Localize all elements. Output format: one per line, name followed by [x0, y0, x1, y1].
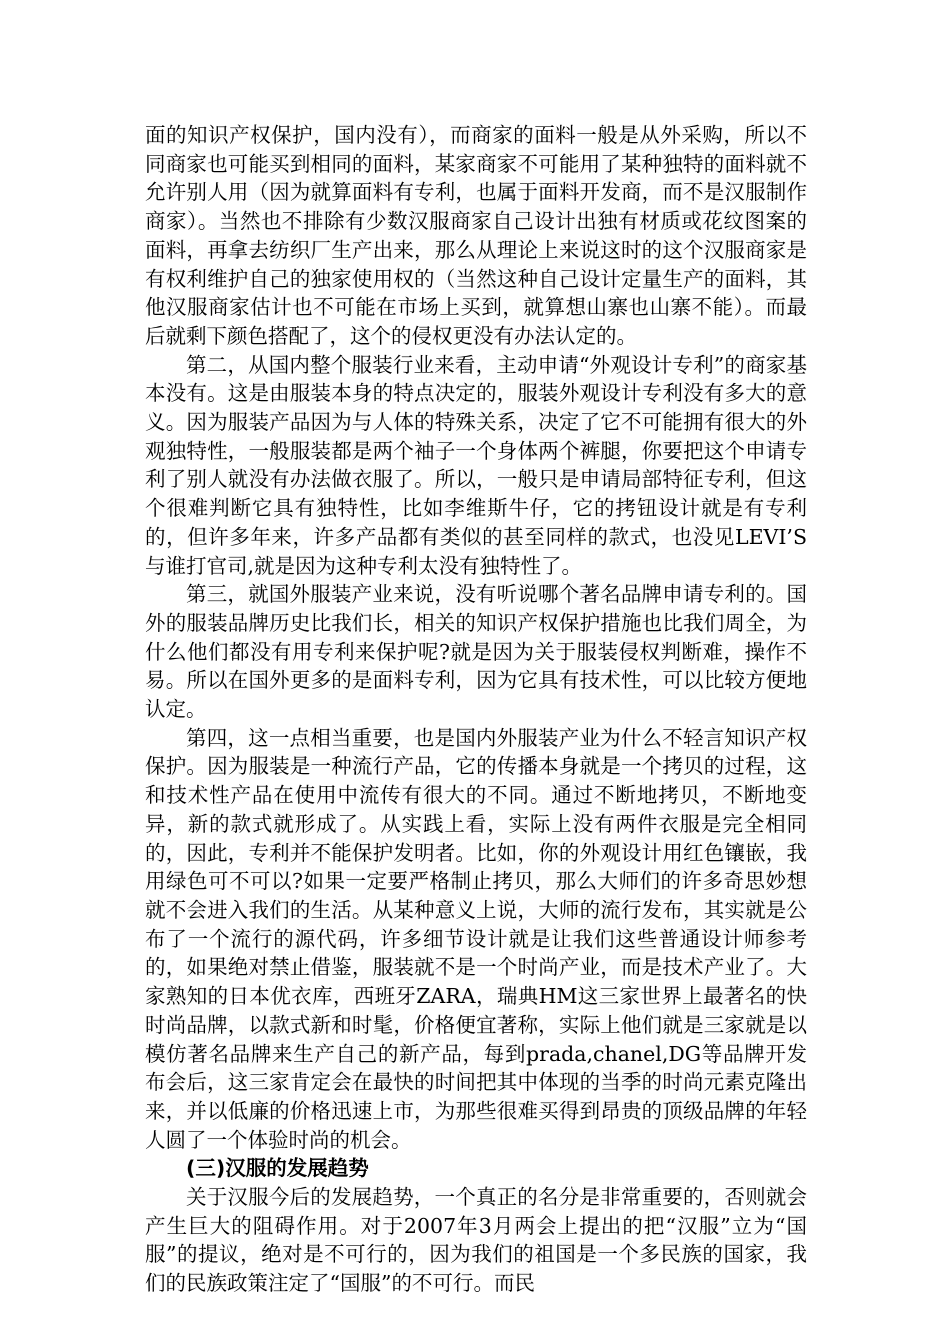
paragraph-second-point: 第二，从国内整个服装行业来看，主动申请“外观设计专利”的商家基本没有。这是由服装本身的特点决定的，服装外观设计专利没有多大的意义。因为服装产品因为与人体的特殊关系，决定了它不可能拥有很大的外观独特性，一般服装都是两个袖子一个身体两个裤腿，你要把这个申请专利了别人就没有办法做衣服了。所以，一般只是申请局部特征专利，但这个很难判断它具有独特性，比如李维斯牛仔，它的拷钮设计就是有专利的，但许多年来，许多产品都有类似的甚至同样的款式，也没见LEVI’S与谁打官司,就是因为这种专利太没有独特性了。	[145, 352, 807, 578]
paragraph-third-point: 第三，就国外服装产业来说，没有听说哪个著名品牌申请专利的。国外的服装品牌历史比我们长，相关的知识产权保护措施也比我们周全，为什么他们都没有用专利来保护呢?就是因为关于服装侵权判断难，操作不易。所以在国外更多的是面料专利，因为它具有技术性，可以比较方便地认定。	[145, 582, 807, 722]
paragraph-development-trend: 关于汉服今后的发展趋势，一个真正的名分是非常重要的，否则就会产生巨大的阻碍作用。对于2007年3月两会上提出的把“汉服”立为“国服”的提议，绝对是不可行的，因为我们的祖国是一个多民族的国家，我们的民族政策注定了“国服”的不可行。而民	[145, 1185, 807, 1296]
document-page	[145, 121, 807, 1298]
paragraph-continuation: 面的知识产权保护，国内没有），而商家的面料一般是从外采购，所以不同商家也可能买到相同的面料，某家商家不可能用了某种独特的面料就不允许别人用（因为就算面料有专利，也属于面料开发商，而不是汉服制作商家）。当然也不排除有少数汉服商家自己设计出独有材质或花纹图案的面料，再拿去纺织厂生产出来，那么从理论上来说这时的这个汉服商家是有权利维护自己的独家使用权的（当然这种自己设计定量生产的面料，其他汉服商家估计也不可能在市场上买到，就算想山寨也山寨不能）。而最后就剩下颜色搭配了，这个的侵权更没有办法认定的。	[145, 123, 807, 348]
section-heading: (三)汉服的发展趋势	[186, 1156, 369, 1181]
paragraph-fourth-point: 第四，这一点相当重要，也是国内外服装产业为什么不轻言知识产权保护。因为服装是一种流行产品，它的传播本身就是一个拷贝的过程，这和技术性产品在使用中流传有很大的不同。通过不断地拷贝，不断地变异，新的款式就形成了。从实践上看，实际上没有两件衣服是完全相同的，因此，专利并不能保护发明者。比如，你的外观设计用红色镶嵌，我用绿色可不可以?如果一定要严格制止拷贝，那么大师们的许多奇思妙想就不会进入我们的生活。从某种意义上说，大师的流行发布，其实就是公布了一个流行的源代码，许多细节设计就是让我们这些普通设计师参考的，如果绝对禁止借鉴，服装就不是一个时尚产业，而是技术产业了。大家熟知的日本优衣库，西班牙ZARA，瑞典HM这三家世界上最著名的快时尚品牌，以款式新和时髦，价格便宜著称，实际上他们就是三家就是以模仿著名品牌来生产自己的新产品，每到prada,chanel,DG等品牌开发布会后，这三家肯定会在最快的时间把其中体现的当季的时尚元素克隆出来，并以低廉的价格迅速上市，为那些很难买得到昂贵的顶级品牌的年轻人圆了一个体验时尚的机会。	[145, 725, 807, 1152]
